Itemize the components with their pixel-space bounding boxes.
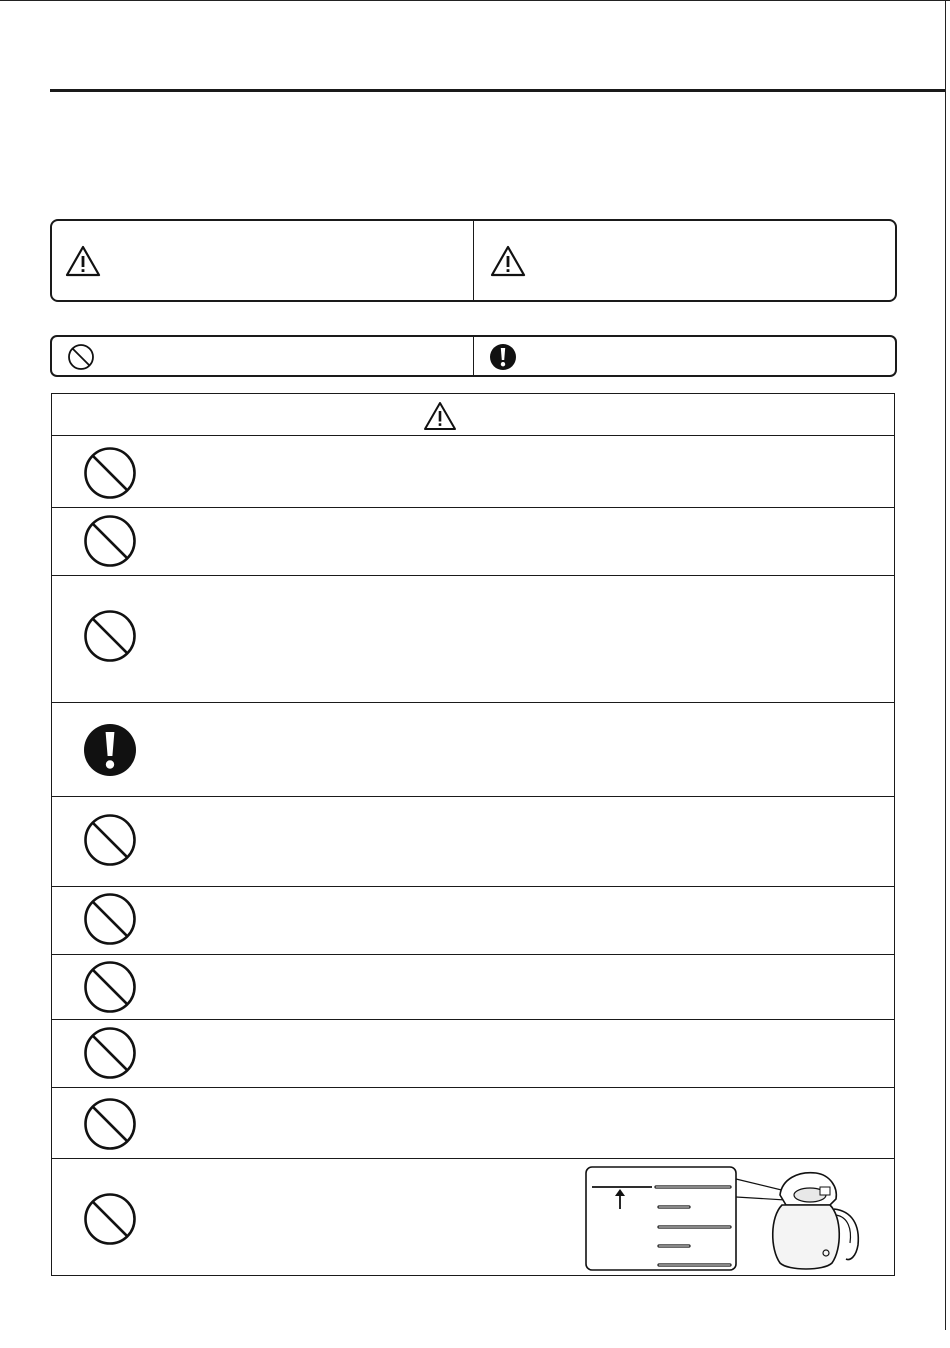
prohibition-icon — [83, 1097, 137, 1156]
table-row — [52, 508, 894, 576]
prohibition-icon — [83, 813, 137, 872]
mandatory-action-icon — [83, 723, 137, 782]
table-row — [52, 1159, 894, 1277]
warning-triangle-icon — [423, 401, 457, 436]
prohibition-icon — [83, 1192, 137, 1251]
prohibition-icon — [83, 960, 137, 1019]
mandatory-action-icon — [489, 343, 517, 376]
caution-triangle-icon — [490, 245, 526, 282]
legend-divider — [473, 221, 474, 300]
table-row — [52, 436, 894, 508]
prohibition-icon — [83, 446, 137, 505]
warning-table-header — [52, 394, 894, 436]
prohibition-icon — [83, 609, 137, 668]
table-row — [52, 1088, 894, 1159]
table-row — [52, 1020, 894, 1088]
table-row — [52, 797, 894, 887]
header-rule — [50, 89, 945, 92]
table-row — [52, 887, 894, 955]
prohibition-icon — [67, 343, 95, 376]
prohibition-icon — [83, 892, 137, 951]
prohibition-icon — [83, 514, 137, 573]
symbol-legend-divider — [473, 337, 474, 375]
warning-triangle-icon — [65, 245, 101, 282]
warning-table — [51, 393, 895, 1276]
page-top-border — [0, 0, 950, 1]
prohibition-icon — [83, 1026, 137, 1085]
symbol-legend — [50, 335, 897, 377]
signal-word-legend — [50, 219, 897, 302]
carafe-water-level-illustration — [584, 1165, 884, 1278]
page-right-border — [945, 0, 946, 1330]
table-row — [52, 703, 894, 797]
table-row — [52, 576, 894, 703]
table-row — [52, 955, 894, 1020]
